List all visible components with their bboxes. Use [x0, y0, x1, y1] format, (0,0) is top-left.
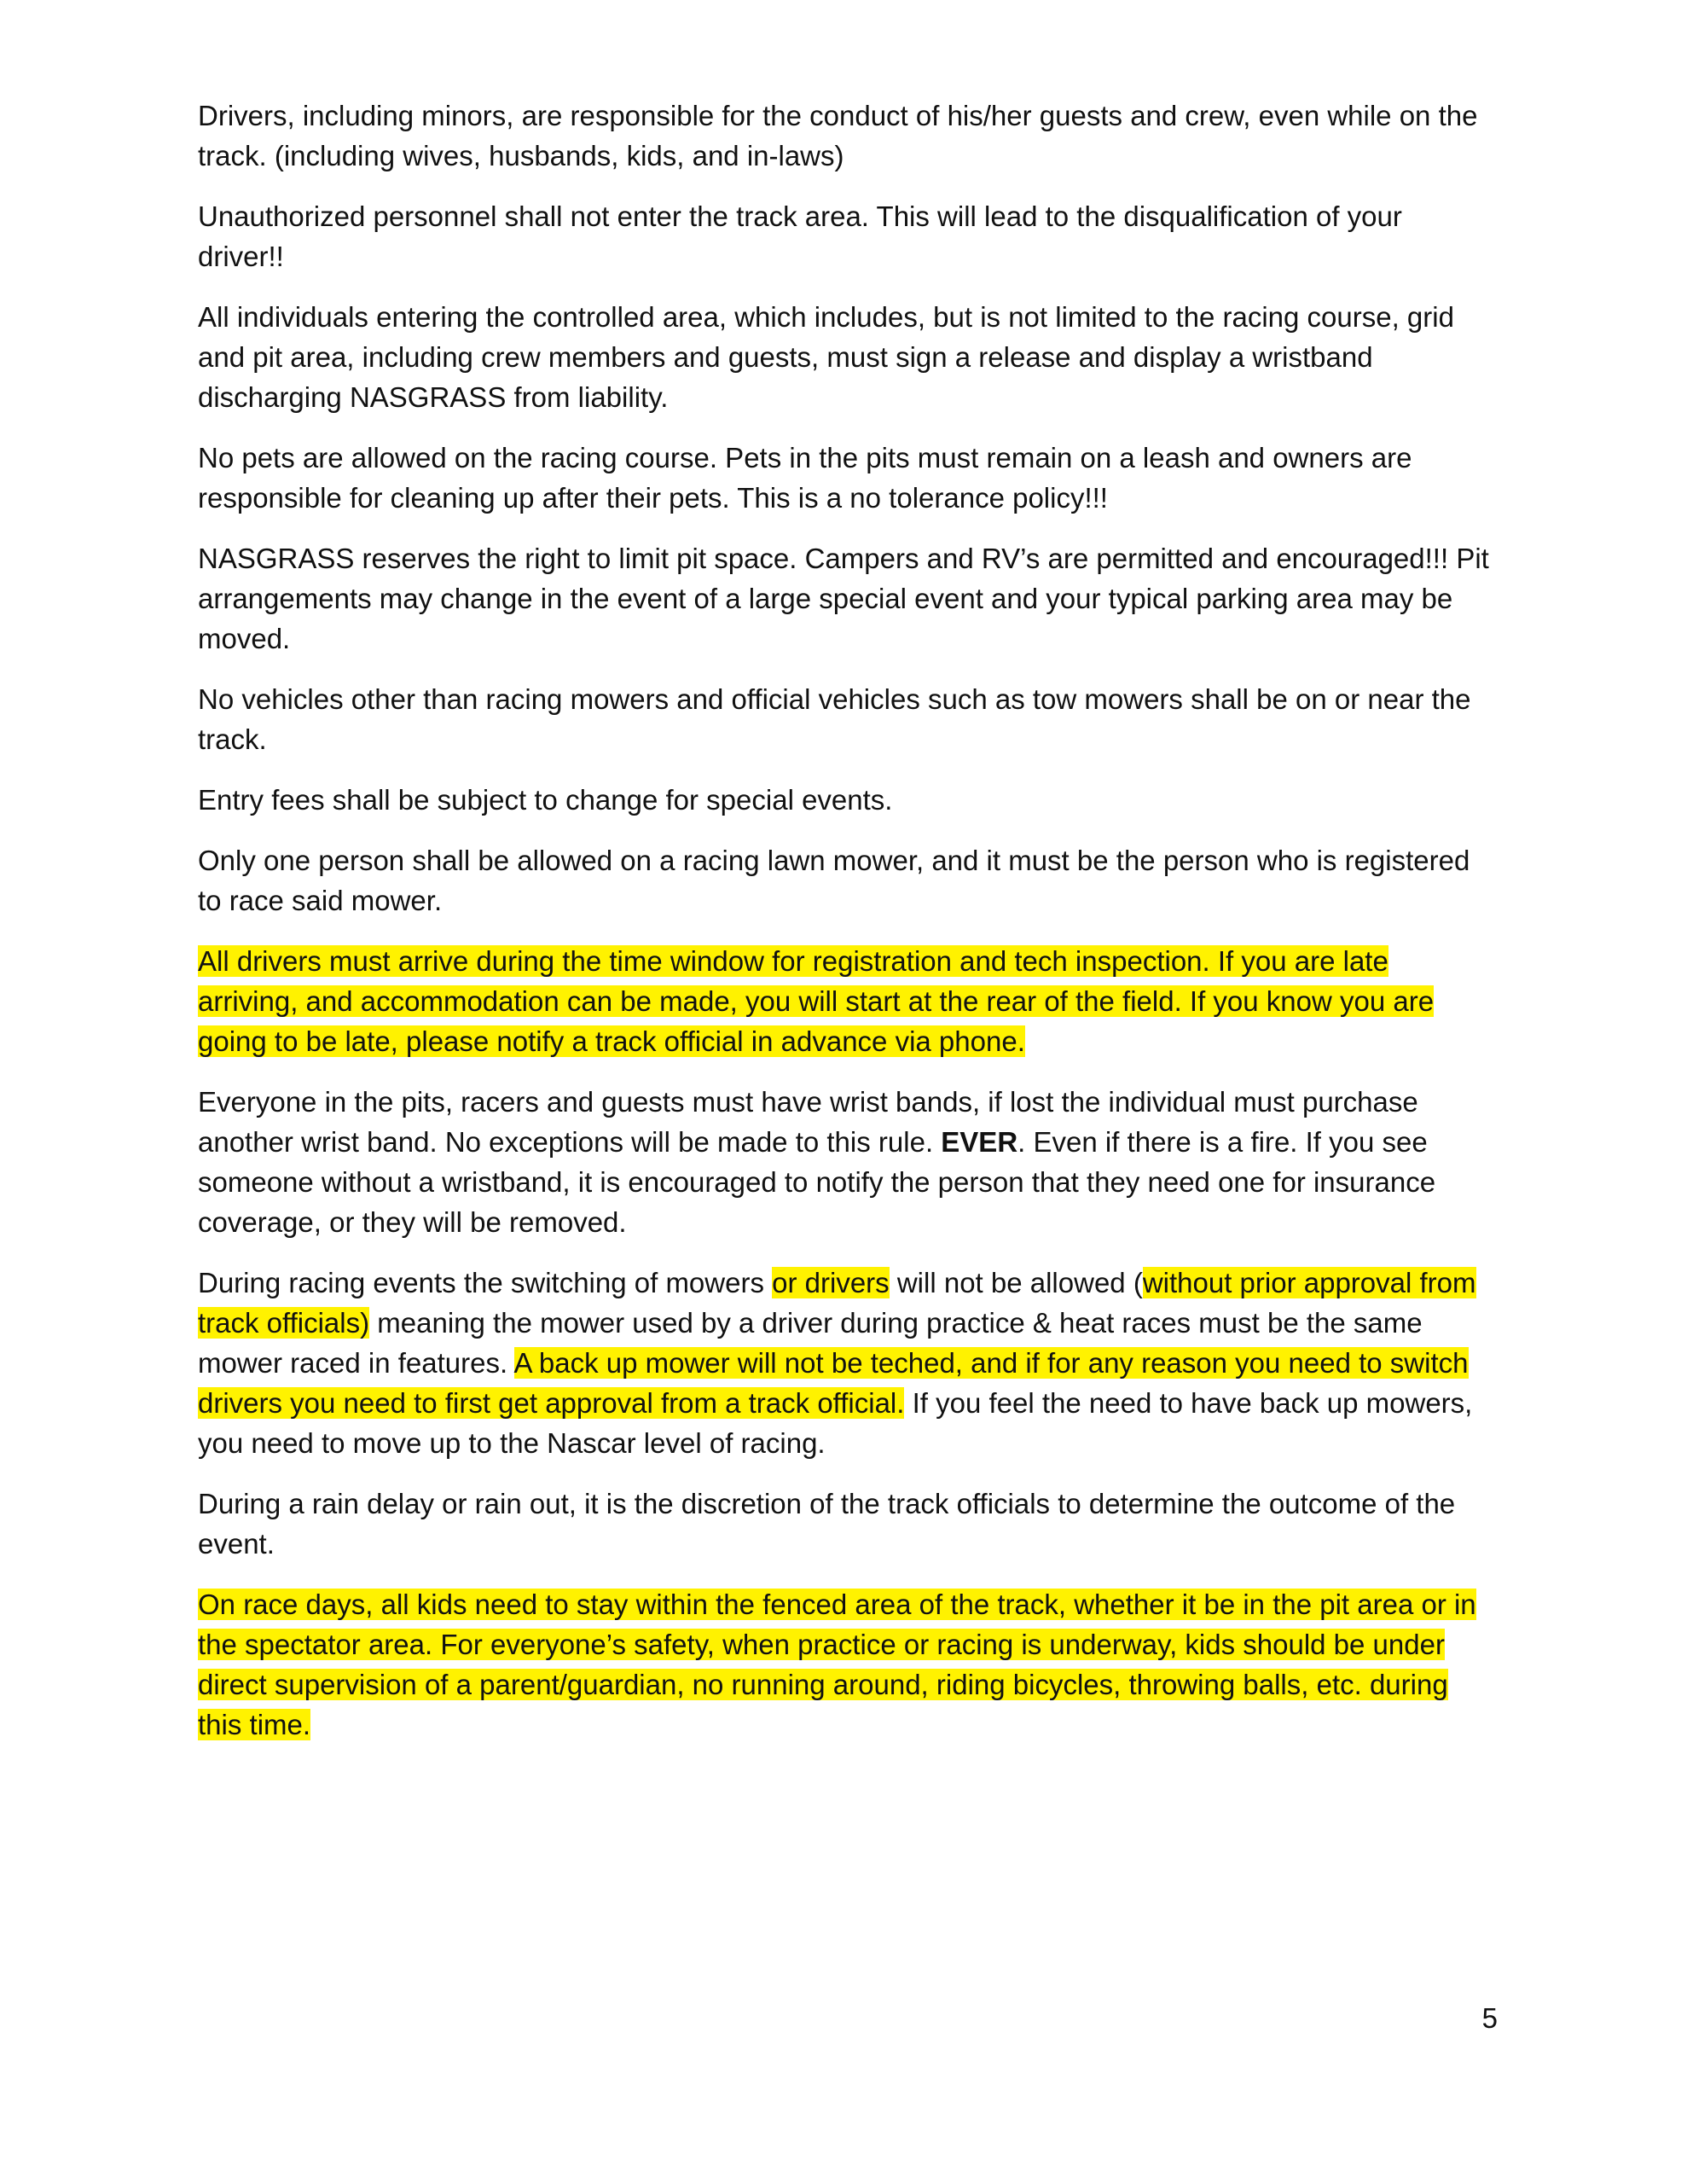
- paragraph-text: All individuals entering the controlled area, which includes, but is not limited to the racing course, grid and pit area, including crew members and guests, must sign a release and display a wristband discharging NASGRASS from liability.: [198, 301, 1454, 413]
- paragraph-text: No pets are allowed on the racing course. Pets in the pits must remain on a leash and owners are responsible for cleaning up after their pets. This is a no tolerance policy!!!: [198, 442, 1412, 514]
- page-number: 5: [1481, 2002, 1498, 2034]
- rule-paragraph: [198, 1263, 1494, 1463]
- highlighted-text: or drivers: [772, 1267, 890, 1298]
- paragraph-text: During racing events the switching of mowers: [198, 1267, 773, 1298]
- rule-paragraph: [198, 1082, 1494, 1242]
- highlighted-text: All drivers must arrive during the time window for registration and tech inspection. If you are late arriving, and accommodation can be made, you will start at the rear of the field. If you know you are going to be late, please notify a track official in advance via phone.: [198, 945, 1435, 1057]
- rule-paragraph: [198, 538, 1494, 659]
- rules-text-body: [198, 96, 1494, 1765]
- paragraph-text: During a rain delay or rain out, it is the discretion of the track officials to determine the outcome of the event.: [198, 1488, 1456, 1560]
- highlighted-text: On race days, all kids need to stay within the fenced area of the track, whether it be in the pit area or in the spectator area. For everyone’s safety, when practice or racing is underway, kids should be under direct supervision of a parent/guardian, no running around, riding bicycles, throwing balls, etc. during this time.: [198, 1589, 1476, 1740]
- rule-paragraph: [198, 196, 1494, 276]
- paragraph-text: Only one person shall be allowed on a racing lawn mower, and it must be the person who is registered to race said mower.: [198, 845, 1470, 916]
- rule-paragraph: [198, 96, 1494, 176]
- highlighted-text: A back up mower will not be teched, and if for any reason you need to switch drivers you need to first get approval from a track official.: [198, 1347, 1469, 1419]
- rule-paragraph: [198, 1484, 1494, 1564]
- highlighted-text: without prior approval from track officials): [198, 1267, 1476, 1339]
- paragraph-text: Everyone in the pits, racers and guests must have wrist bands, if lost the individual must purchase another wrist band. No exceptions will be made to this rule.: [198, 1086, 1418, 1158]
- paragraph-text: Entry fees shall be subject to change for special events.: [198, 784, 893, 816]
- paragraph-text: No vehicles other than racing mowers and official vehicles such as tow mowers shall be on or near the track.: [198, 683, 1471, 755]
- rule-paragraph: [198, 438, 1494, 518]
- paragraph-text: . Even if there is a fire. If you see someone without a wristband, it is encouraged to notify the person that they need one for insurance coverage, or they will be removed.: [198, 1126, 1436, 1238]
- bold-text: EVER: [941, 1126, 1018, 1158]
- rule-paragraph: [198, 1584, 1494, 1745]
- paragraph-text: If you feel the need to have back up mowers, you need to move up to the Nascar level of racing.: [198, 1387, 1473, 1459]
- rule-paragraph: [198, 780, 1494, 820]
- rule-paragraph: [198, 941, 1494, 1061]
- paragraph-text: NASGRASS reserves the right to limit pit space. Campers and RV’s are permitted and encouraged!!! Pit arrangements may change in the event of a large special event and your typical parking area may be moved.: [198, 543, 1489, 654]
- rule-paragraph: [198, 679, 1494, 759]
- paragraph-text: Unauthorized personnel shall not enter the track area. This will lead to the disqualification of your driver!!: [198, 200, 1402, 272]
- paragraph-text: will not be allowed (: [889, 1267, 1143, 1298]
- paragraph-text: meaning the mower used by a driver during practice & heat races must be the same mower raced in features.: [198, 1307, 1423, 1379]
- rule-paragraph: [198, 297, 1494, 417]
- rule-paragraph: [198, 840, 1494, 921]
- paragraph-text: Drivers, including minors, are responsible for the conduct of his/her guests and crew, even while on the track. (including wives, husbands, kids, and in-laws): [198, 100, 1478, 171]
